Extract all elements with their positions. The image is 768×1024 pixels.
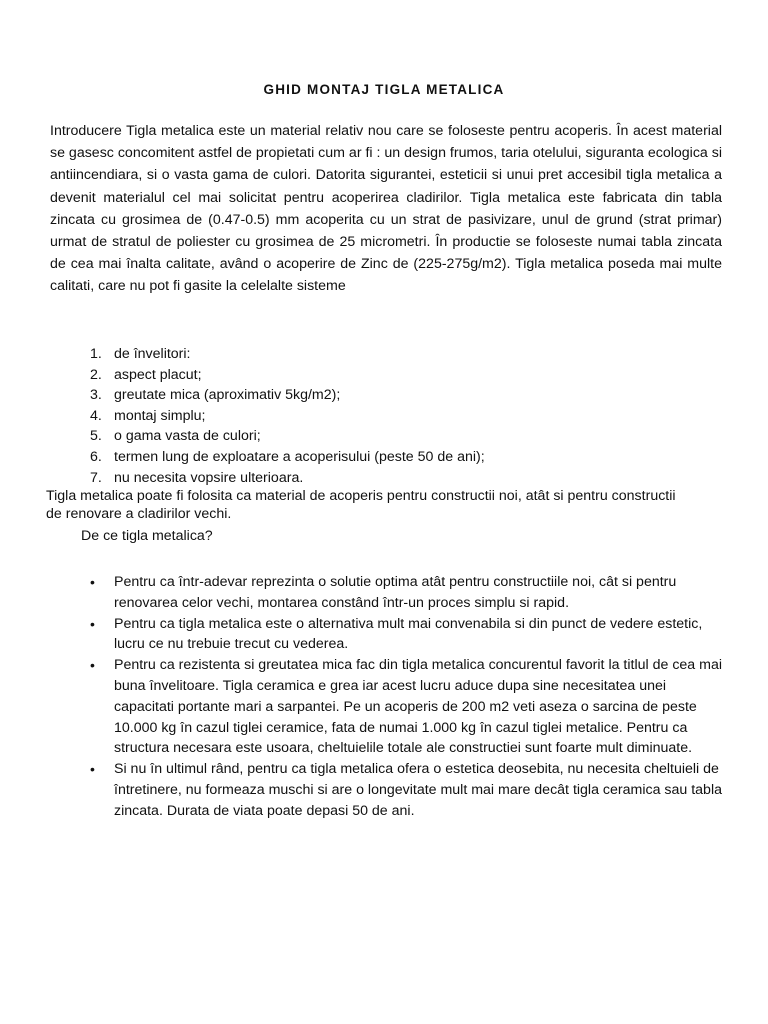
bullet-icon: • [90,657,95,674]
list-item [50,365,722,386]
bullet-icon: • [90,761,95,778]
list-item-number: 4. [90,407,102,424]
bullet-item [50,572,722,614]
reasons-list [50,572,722,822]
bullet-icon: • [90,615,95,632]
bullet-item [50,614,722,656]
list-item-text: termen lung de exploatare a acoperisului (peste 50 de ani); [114,448,485,465]
list-item-number: 7. [90,469,102,486]
usage-paragraph: Tigla metalica poate fi folosita ca material de acoperis pentru constructii noi, atât si pentru constructii de renovare a cladirilor vechi. [46,488,676,522]
list-item-text: aspect placut; [114,366,202,383]
list-item [50,468,722,489]
bullet-item [50,655,722,759]
list-item-text: greutate mica (aproximativ 5kg/m2); [114,387,341,404]
list-item [50,406,722,427]
bullet-text: Si nu în ultimul rând, pentru ca tigla metalica ofera o estetica deosebita, nu necesita cheltuieli de întretinere, nu formeaza muschi si are o longevitate mult mai mare decât tigla ceramica sau tabla zincata. Durata de viata poate depasi 50 de ani. [114,761,722,819]
list-item-number: 2. [90,366,102,383]
list-item-text: o gama vasta de culori; [114,428,261,445]
list-item [50,447,722,468]
list-item-number: 1. [90,346,102,362]
bullet-icon: • [90,574,95,590]
section-question: De ce tigla metalica? [81,528,213,544]
list-item-text: de învelitori: [114,346,191,362]
list-item [50,385,722,406]
document-title: GHID MONTAJ TIGLA METALICA [263,82,505,97]
list-item-number: 5. [90,428,102,445]
list-item [50,344,722,365]
intro-paragraph: Introducere Tigla metalica este un material relativ nou care se foloseste pentru acoperis. În acest material se gasesc concomitent astfel de propietati cum ar fi : un design frumos, taria otelului, siguranta ecologica si antiincendiara, si o vasta gama de culori. Datorita sigurantei, esteticii si unui pret accesibil tigla metalica a devenit materialul cel mai solicitat pentru acoperirea cladirilor. Tigla metalica este fabricata din tabla zincata cu grosimea de (0.47-0.5) mm acoperita cu un strat de pasivizare, unul de grund (strat primar) urmat de stratul de poliester cu grosimea de 25 micrometri. În productie se foloseste numai tabla zincata de cea mai înalta calitate, având o acoperire de Zinc de (225-275g/m2). Tigla metalica poseda mai multe calitati, care nu pot fi gasite la celelalte sisteme [50,123,722,295]
bullet-text: Pentru ca într-adevar reprezinta o solutie optima atât pentru constructiile noi, cât si pentru renovarea celor vechi, montarea constând într-un proces simplu si rapid. [114,574,677,611]
list-item [50,426,722,447]
qualities-list [50,344,722,488]
list-item-number: 3. [90,387,102,404]
bullet-text: Pentru ca tigla metalica este o alternativa mult mai convenabila si din punct de vedere estetic, lucru ce nu trebuie trecut cu vederea. [114,615,703,653]
list-item-text: montaj simplu; [114,407,206,424]
list-item-number: 6. [90,448,102,465]
bullet-text: Pentru ca rezistenta si greutatea mica fac din tigla metalica concurentul favorit la titlul de cea mai buna învelitoare. Tigla ceramica e grea iar acest lucru aduce dupa sine necesitatea unei capacitati portante mari a sarpantei. Pe un acoperis de 200 m2 veti aseza o sarcina de peste 10.000 kg în cazul tiglei ceramice, fata de numai 1.000 kg în cazul tiglei metalice. Pentru ca structura necesara este usoara, cheltuielile totale ale constructiei sunt foarte mult diminuate. [114,657,722,757]
bullet-item [50,759,722,821]
list-item-text: nu necesita vopsire ulterioara. [114,469,304,486]
